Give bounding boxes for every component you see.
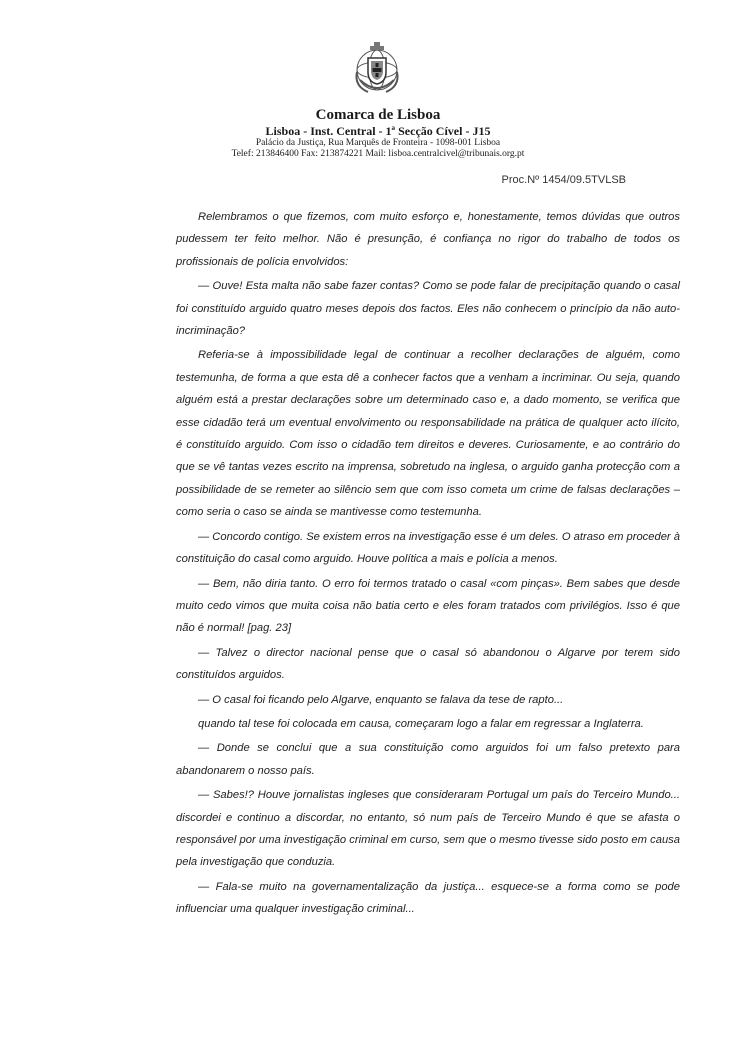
paragraph: Referia-se à impossibilidade legal de continuar a recolher declarações de alguém, como testemunha, de forma a que esta dê a conhecer factos que a venham a incriminar. Ou seja, quando alguém está a prestar declarações sobre um determinado caso e, a dado momento, se verifica que esse cidadão terá um eventual envolvimento ou responsabilidade na prática de qualquer acto ilícito, é constituído arguido. Com isso o cidadão tem direitos e deveres. Curiosamente, e ao contrário do que se vê tantas vezes escrito na imprensa, sobretudo na inglesa, o arguido ganha protecção com a possibilidade de se remeter ao silêncio sem que com isso cometa um crime de falsas declarações – como seria o caso se ainda se mantivesse como testemunha.	[176, 349, 680, 519]
court-address: Palácio da Justiça, Rua Marquês de Fronteira - 1098-001 Lisboa	[255, 138, 501, 148]
paragraph: Relembramos o que fizemos, com muito esforço e, honestamente, temos dúvidas que outros pudessem ter feito melhor. Não é presunção, é confiança no rigor do trabalho de todos os profissionais de polícia envolvidos:	[176, 211, 680, 268]
court-contact: Telef: 213846400 Fax: 213874221 Mail: lisboa.centralcivel@tribunais.org.pt	[231, 149, 525, 159]
paragraph: — Concordo contigo. Se existem erros na investigação esse é um deles. O atraso em proceder à constituição do casal como arguido. Houve política a mais e polícia a menos.	[176, 530, 680, 566]
paragraph: — Ouve! Esta malta não sabe fazer contas? Como se pode falar de precipitação quando o casal foi constituído arguido quatro meses depois dos factos. Eles não conhecem o princípio da não auto-incriminação?	[176, 280, 680, 338]
paragraph: — Talvez o director nacional pense que o casal só abandonou o Algarve por terem sido constituídos arguidos.	[176, 646, 680, 682]
coat-of-arms-icon	[348, 40, 406, 98]
paragraph: — Sabes!? Houve jornalistas ingleses que consideraram Portugal um país do Terceiro Mundo... discordei e continuo a discordar, no entanto, só num país de Terceiro Mundo é que se afasta o responsável por uma investigação criminal em curso, sem que o mesmo tivesse sido posto em causa pela investigação que conduzia.	[176, 789, 680, 869]
paragraph: — Fala-se muito na governamentalização da justiça... esquece-se a forma como se pode influenciar uma qualquer investigação criminal...	[176, 880, 680, 916]
document-body	[176, 206, 680, 923]
court-header	[160, 106, 596, 160]
court-title: Comarca de Lisboa	[315, 107, 441, 123]
paragraph: — Bem, não diria tanto. O erro foi termos tratado o casal «com pinças». Bem sabes que desde muito cedo vimos que muita coisa não batia certo e eles foram tratados com privilégios. Isso é que não é normal! [pag. 23]	[176, 577, 680, 635]
paragraph: — Donde se conclui que a sua constituição como arguidos foi um falso pretexto para abandonarem o nosso país.	[176, 742, 680, 777]
paragraph: quando tal tese foi colocada em causa, começaram logo a falar em regressar a Inglaterra.	[198, 717, 644, 730]
court-subtitle: Lisboa - Inst. Central - 1ª Secção Cível - J15	[265, 124, 491, 138]
process-number: Proc.Nº 1454/09.5TVLSB	[501, 174, 626, 186]
paragraph: — O casal foi ficando pelo Algarve, enquanto se falava da tese de rapto...	[198, 693, 564, 706]
